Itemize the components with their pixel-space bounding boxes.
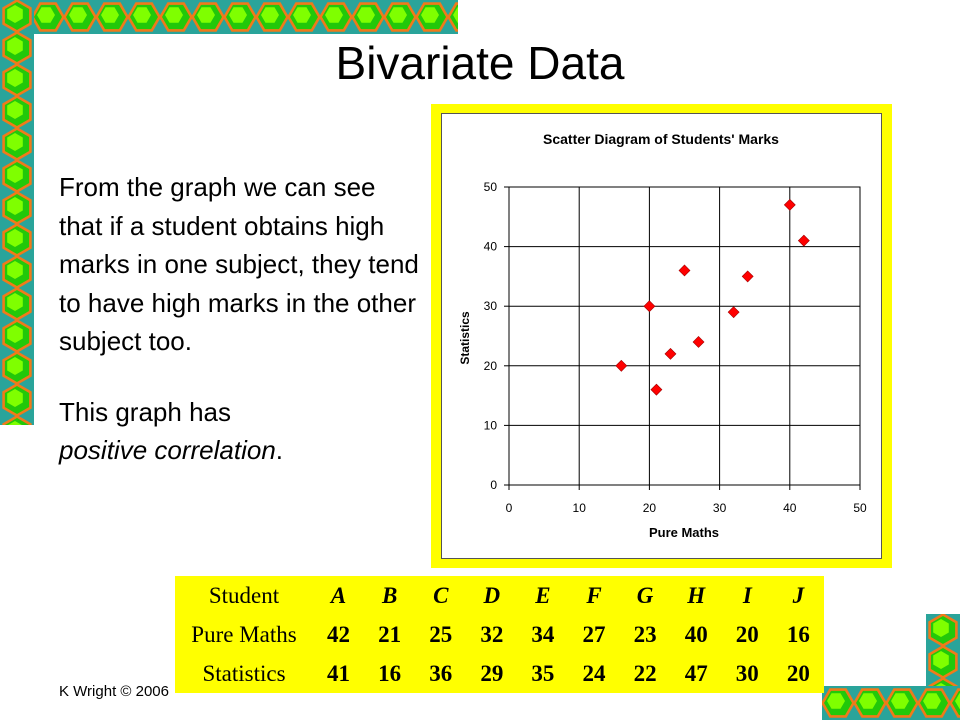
table-cell: 41 <box>327 660 351 686</box>
chart-area <box>441 113 882 559</box>
student-j-header: J <box>792 582 805 608</box>
table-cell: 42 <box>327 621 351 647</box>
hexagon-pattern <box>0 0 458 34</box>
x-tick-label: 30 <box>712 501 727 515</box>
x-tick-label: 50 <box>853 501 867 515</box>
table-cell: 24 <box>582 660 606 686</box>
conclusion-line: This graph has <box>59 396 231 427</box>
explanation-paragraph: From the graph we can see that if a student obtains high marks in one subject, they tend to have high marks in the other subject too. <box>59 172 419 356</box>
hexagon-pattern <box>822 686 960 720</box>
table-cell: 40 <box>684 621 708 647</box>
sentence-period: . <box>275 435 284 465</box>
student-g-header: G <box>636 582 654 608</box>
table-cell: 21 <box>378 621 402 647</box>
student-b-header: B <box>381 582 398 608</box>
bottom-hexagon-border <box>822 686 960 720</box>
header-student-label: Student <box>208 582 280 608</box>
y-tick-label: 50 <box>483 180 497 194</box>
x-tick-label: 10 <box>572 501 586 515</box>
table-header-row <box>175 576 824 615</box>
student-d-header: D <box>483 582 501 608</box>
marks-table <box>175 576 824 693</box>
conclusion-emphasis-line <box>59 431 419 470</box>
chart-title: Scatter Diagram of Students' Marks <box>543 131 779 147</box>
x-tick-label: 20 <box>642 501 657 515</box>
y-tick-label: 20 <box>483 358 497 373</box>
y-tick-label: 0 <box>490 478 497 492</box>
table-cell: 22 <box>633 660 657 686</box>
table-cell: 23 <box>633 621 657 647</box>
y-tick-label: 40 <box>483 239 497 254</box>
x-axis-label: Pure Maths <box>648 525 720 540</box>
table-cell: 29 <box>480 660 504 686</box>
body-text <box>59 168 419 470</box>
student-c-header: C <box>433 582 449 608</box>
table-cell: 32 <box>480 621 504 647</box>
table-cell: 30 <box>735 660 759 686</box>
table-row-pure-maths <box>175 615 824 654</box>
y-axis-label: Statistics <box>458 311 472 365</box>
correlation-emphasis: positive correlation <box>59 435 276 465</box>
table-cell: 20 <box>735 621 759 647</box>
table-cell: 27 <box>582 621 606 647</box>
student-i-header: I <box>742 582 752 608</box>
row-label-statistics: Statistics <box>202 660 286 686</box>
copyright-footer: K Wright © 2006 <box>59 683 169 700</box>
table-cell: 36 <box>429 660 453 686</box>
y-tick-label: 10 <box>483 418 497 433</box>
student-h-header: H <box>687 582 706 608</box>
row-label-pure-maths: Pure Maths <box>191 621 297 647</box>
student-e-header: E <box>535 582 551 608</box>
student-a-header: A <box>330 582 347 608</box>
student-f-header: F <box>586 582 602 608</box>
top-hexagon-border <box>0 0 458 34</box>
x-tick-label: 0 <box>505 501 513 515</box>
table-cell: 20 <box>786 660 810 686</box>
table-cell: 16 <box>786 621 810 647</box>
slide-title: Bivariate Data <box>335 37 625 89</box>
table-cell: 16 <box>378 660 402 686</box>
x-tick-label: 40 <box>783 501 797 515</box>
table-cell: 35 <box>531 660 555 686</box>
table-row-statistics <box>175 654 824 693</box>
y-tick-label: 30 <box>483 299 497 314</box>
table-cell: 25 <box>429 621 453 647</box>
table-cell: 34 <box>531 621 555 647</box>
table-cell: 47 <box>684 660 708 686</box>
